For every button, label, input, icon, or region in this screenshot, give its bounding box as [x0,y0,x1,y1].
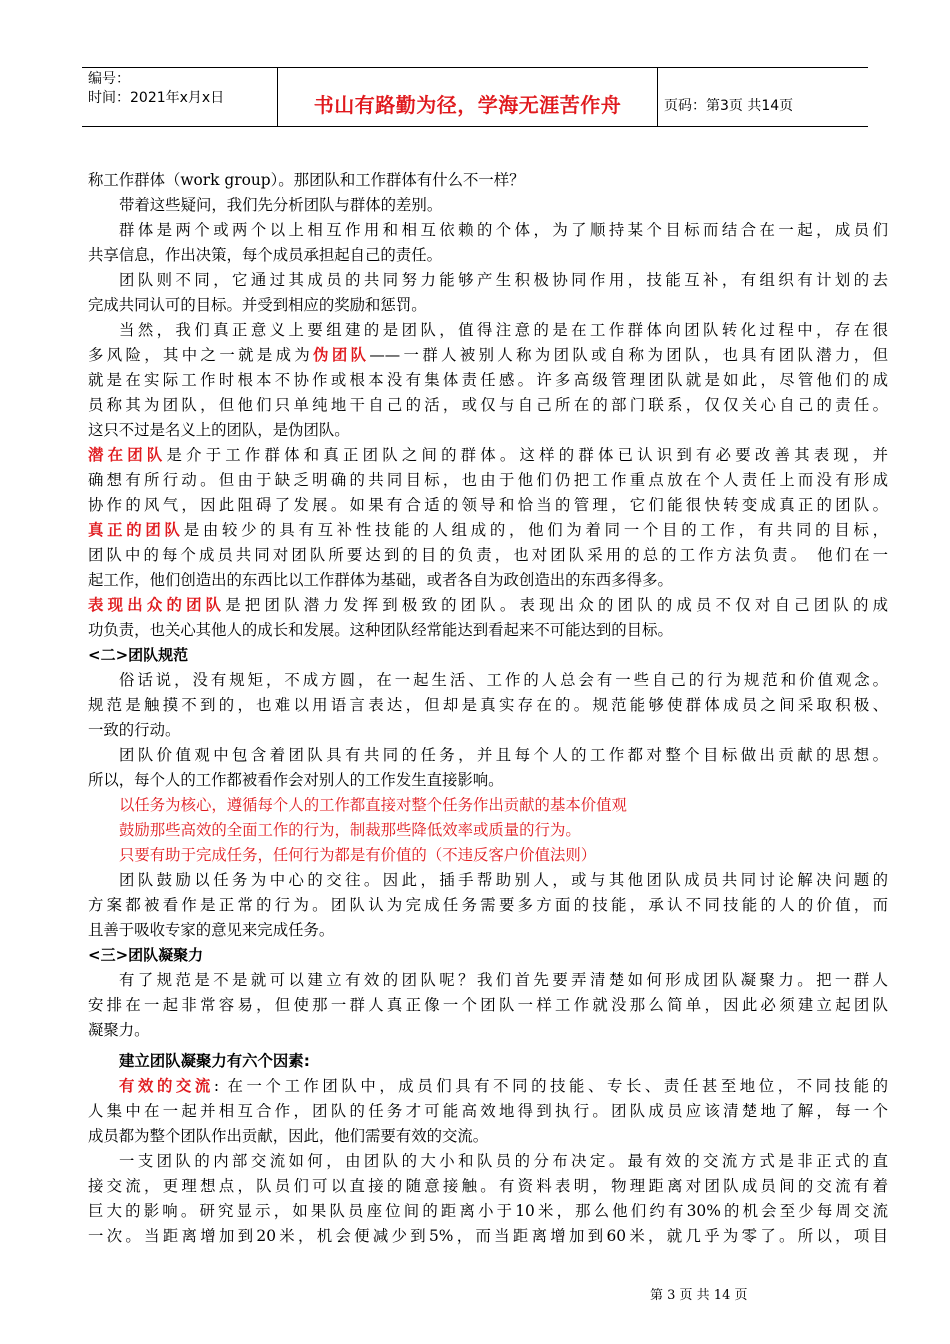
body-line: 功负责，也关心其他人的成长和发展。这种团队经常能达到看起来不可能达到的目标。 [88,621,673,639]
body-line: 当然，我们真正意义上要组建的是团队，值得注意的是在工作群体向团队转化过程中，存在很 [119,321,888,339]
body-line: 俗话说，没有规矩，不成方圆，在一起生活、工作的人总会有一些自己的行为规范和价值观念。 [119,671,888,689]
body-line [88,1074,888,1099]
page-header [82,67,868,127]
body-line: 这只不过是名义上的团队，是伪团队。 [88,421,350,439]
body-line: 团队则不同，它通过其成员的共同努力能够产生积极协同作用，技能互补，有组织有计划的去 [119,271,888,289]
text-run: 是介于工作群体和真正团队之间的群体。这样的群体已认识到有必要改善其表现，并 [166,446,888,464]
body-line: 有了规范是不是就可以建立有效的团队呢？我们首先要弄清楚如何形成团队凝聚力。把一群人 [119,971,888,989]
body-line: 就是在实际工作时根本不协作或根本没有集体责任感。许多高级管理团队就是如此，尽管他们的成 [88,371,888,389]
term-potential-team: 潜在团队 [88,446,167,464]
body-line: 团队价值观中包含着团队具有共同的任务，并且每个人的工作都对整个目标做出贡献的思想。 [119,746,888,764]
body-line: 接交流，更理想点，队员们可以直接的随意接触。有资料表明，物理距离对团队成员间的交流有着 [88,1177,888,1195]
value-item: 鼓励那些高效的全面工作的行为，制裁那些降低效率或质量的行为。 [119,821,581,839]
body-line: 确想有所行动。但由于缺乏明确的共同目标，也由于他们仍把工作重点放在个人责任上而没有形成 [88,471,888,489]
time-label: 时间：2021年x月x日 [88,90,225,106]
body-line: 共享信息，作出决策，每个成员承担起自己的责任。 [88,246,442,264]
body-line: 团队鼓励以任务为中心的交往。因此，插手帮助别人，或与其他团队成员共同讨论解决问题的 [119,871,888,889]
body-line [88,343,888,368]
footer-page-number: 第 3 页 共 14 页 [650,1288,748,1303]
body-line: 安排在一起非常容易，但使那一群人真正像一个团队一样工作就没那么简单，因此必须建立起团队 [88,996,888,1014]
text-run: 是由较少的具有互补性技能的人组成的，他们为着同一个目的工作，有共同的目标， [183,521,888,539]
value-item: 以任务为核心，遵循每个人的工作都直接对整个任务作出贡献的基本价值观 [119,796,627,814]
header-meta [82,68,278,126]
body-line: 称工作群体（work group）。那团队和工作群体有什么不一样？ [88,171,525,189]
term-pseudo-team: 伪团队 [313,346,370,364]
subheading: 建立团队凝聚力有六个因素: [119,1052,310,1070]
body-line: 且善于吸收专家的意见来完成任务。 [88,921,335,939]
body-line: 一支团队的内部交流如何，由团队的大小和队员的分布决定。最有效的交流方式是非正式的直 [119,1152,888,1170]
header-motto-cell [278,68,658,126]
body-line: 完成共同认可的目标。并受到相应的奖励和惩罚。 [88,296,427,314]
term-real-team: 真正的团队 [88,521,184,539]
section-heading: <三>团队凝聚力 [88,946,204,964]
term-outstanding-team: 表现出众的团队 [88,596,226,614]
body-line [88,593,888,618]
term-effective-communication: 有效的交流 [119,1077,214,1095]
text-run: : 在一个工作团队中，成员们具有不同的技能、专长、责任甚至地位，不同技能的 [213,1077,888,1095]
value-item: 只要有助于完成任务，任何行为都是有价值的（不违反客户价值法则） [119,846,597,864]
body-line: 凝聚力。 [88,1021,150,1039]
body-line: 人集中在一起并相互合作，团队的任务才可能高效地得到执行。团队成员应该清楚地了解，每一个 [88,1102,888,1120]
body-line: 团队中的每个成员共同对团队所要达到的目的负责，也对团队采用的总的工作方法负责。 他们在一 [88,546,888,564]
body-line: 一次。当距离增加到20米，机会便减少到5%，而当距离增加到60米，就几乎为零了。所以，项目 [88,1227,888,1245]
text-run: 是把团队潜力发挥到极致的团队。表现出众的团队的成员不仅对自己团队的成 [225,596,888,614]
body-line [88,518,888,543]
header-page-code: 页码：第3页 共14页 [664,98,794,114]
body-line: 起工作，他们创造出的东西比以工作群体为基础，或者各自为政创造出的东西多得多。 [88,571,673,589]
body-line: 协作的风气，因此阻碍了发展。如果有合适的领导和恰当的管理，它们能很快转变成真正的团队。 [88,496,888,514]
text-run: ——一群人被别人称为团队或自称为团队，也具有团队潜力，但 [369,346,888,364]
section-heading: <二>团队规范 [88,646,189,664]
body-line: 员称其为团队，但他们只单纯地干自己的活，或仅与自己所在的部门联系，仅仅关心自己的责任。 [88,396,888,414]
body-line: 规范是触摸不到的，也难以用语言表达，但却是真实存在的。规范能够使群体成员之间采取积极、 [88,696,888,714]
header-motto: 书山有路勤为径，学海无涯苦作舟 [313,93,622,117]
body-line: 一致的行动。 [88,721,181,739]
body-line: 带着这些疑问，我们先分析团队与群体的差别。 [119,196,443,214]
body-text [88,168,888,1249]
body-line: 群体是两个或两个以上相互作用和相互依赖的个体，为了顺持某个目标而结合在一起，成员们 [119,221,888,239]
body-line: 所以，每个人的工作都被看作会对别人的工作发生直接影响。 [88,771,504,789]
text-run: 多风险，其中之一就是成为 [88,346,314,364]
body-line [88,443,888,468]
number-label: 编号： [88,71,130,87]
body-line: 成员都为整个团队作出贡献，因此，他们需要有效的交流。 [88,1127,489,1145]
body-line: 方案都被看作是正常的行为。团队认为完成任务需要多方面的技能，承认不同技能的人的价值，而 [88,896,888,914]
body-line: 巨大的影响。研究显示，如果队员座位间的距离小于10米，那么他们约有30%的机会至少每周交流 [88,1202,888,1220]
